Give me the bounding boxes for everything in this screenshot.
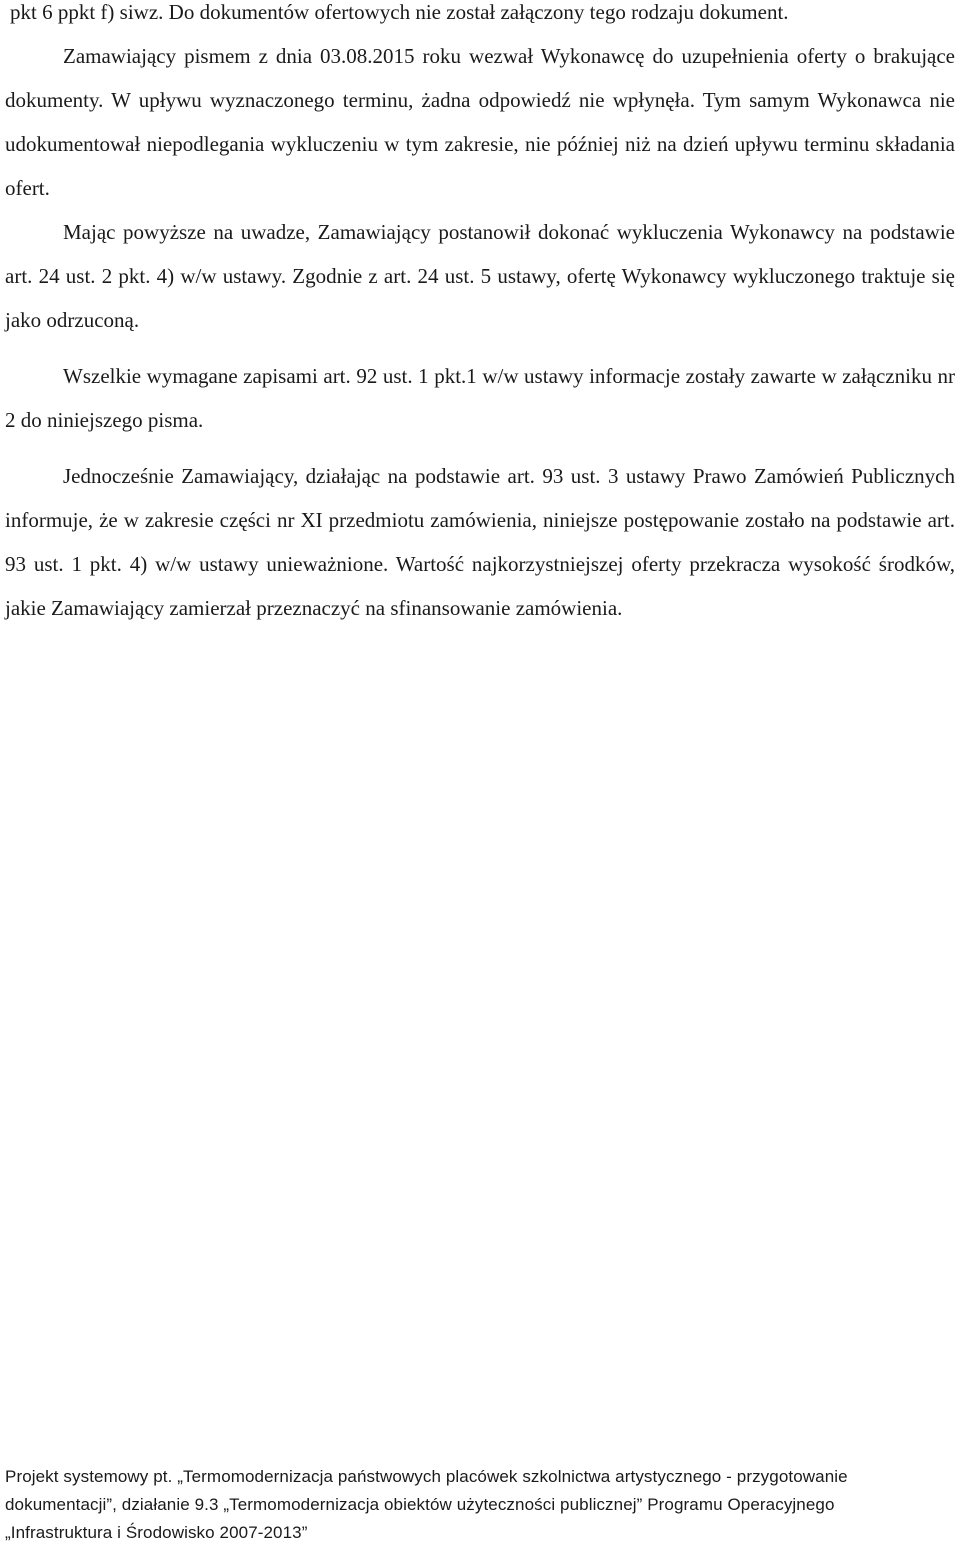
paragraph-5: Jednocześnie Zamawiający, działając na podstawie art. 93 ust. 3 ustawy Prawo Zamówień Publicznych informuje, że w zakresie części nr XI przedmiotu zamówienia, niniejsze postępowanie zostało na podstawie art. 93 ust. 1 pkt. 4) w/w ustawy unieważnione. Wartość najkorzystniejszej oferty przekracza wysokość środków, jakie Zamawiający zamierzał przeznaczyć na sfinansowanie zamówienia. — [5, 464, 955, 620]
paragraph-3: Mając powyższe na uwadze, Zamawiający postanowił dokonać wykluczenia Wykonawcy na podstawie art. 24 ust. 2 pkt. 4) w/w ustawy. Zgodnie z art. 24 ust. 5 ustawy, ofertę Wykonawcy wykluczonego traktuje się jako odrzuconą. — [5, 220, 955, 332]
footer-line-1: Projekt systemowy pt. „Termomodernizacja państwowych placówek szkolnictwa artystycznego - przygotowanie — [5, 1467, 848, 1486]
document-body — [5, 0, 955, 630]
footer-line-3: „Infrastruktura i Środowisko 2007-2013” — [5, 1523, 308, 1542]
page-footer — [5, 1463, 955, 1547]
footer-line-2: dokumentacji”, działanie 9.3 „Termomodernizacja obiektów użyteczności publicznej” Programu Operacyjnego — [5, 1495, 835, 1514]
paragraph-4: Wszelkie wymagane zapisami art. 92 ust. 1 pkt.1 w/w ustawy informacje zostały zawarte w załączniku nr 2 do niniejszego pisma. — [5, 364, 955, 432]
paragraph-1: pkt 6 ppkt f) siwz. Do dokumentów ofertowych nie został załączony tego rodzaju dokument. — [10, 0, 789, 24]
paragraph-2: Zamawiający pismem z dnia 03.08.2015 roku wezwał Wykonawcę do uzupełnienia oferty o brakujące dokumenty. W upływu wyznaczonego terminu, żadna odpowiedź nie wpłynęła. Tym samym Wykonawca nie udokumentował niepodlegania wykluczeniu w tym zakresie, nie później niż na dzień upływu terminu składania ofert. — [5, 44, 955, 200]
